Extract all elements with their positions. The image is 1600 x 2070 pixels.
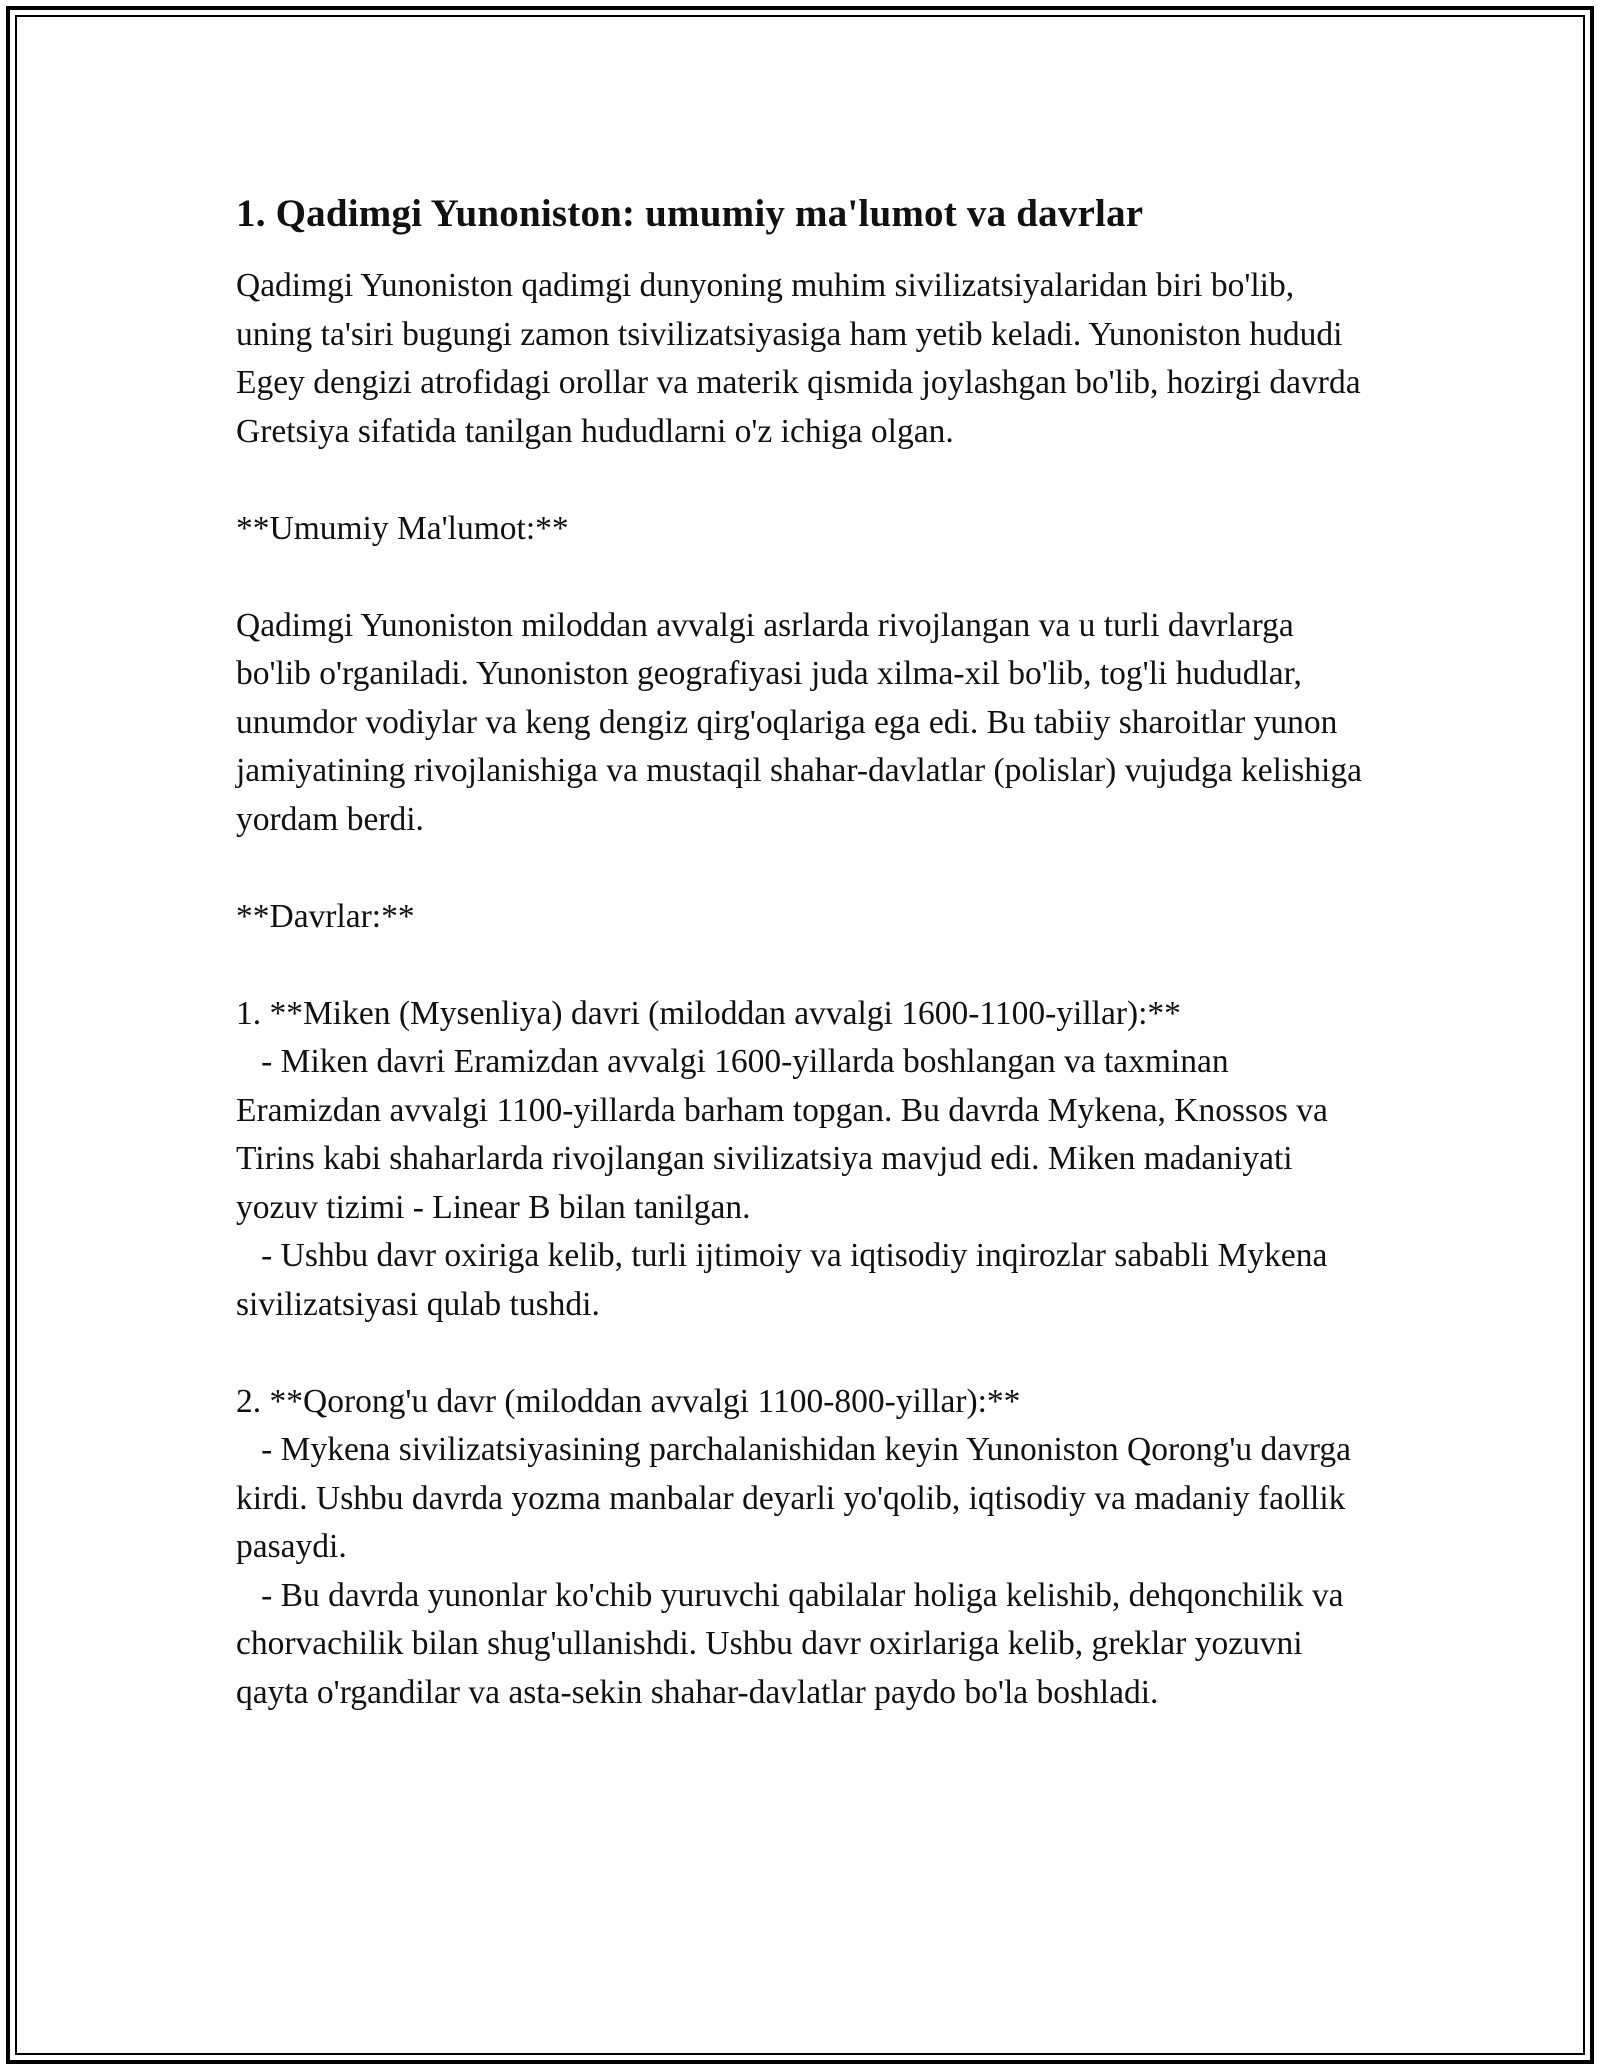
document-body (236, 186, 1371, 1717)
paragraph-gap (236, 1329, 1366, 1378)
period-heading-miken: 1. **Miken (Mysenliya) davri (miloddan avvalgi 1600-1100-yillar):** (236, 994, 1181, 1032)
period-point: - Miken davri Eramizdan avvalgi 1600-yillarda boshlangan va taxminan Eramizdan avvalgi 1100-yillarda barham topgan. Bu davrda Mykena, Knossos va Tirins kabi shaharlarda rivojlangan sivilizatsiya mavjud edi. Miken madaniyati yozuv tizimi - Linear B bilan tanilgan. (236, 1043, 1336, 1226)
paragraph-gap (236, 456, 1366, 505)
period-point: - Bu davrda yunonlar ko'chib yuruvchi qabilalar holiga kelishib, dehqonchilik va chorvachilik bilan shug'ullanishdi. Ushbu davr oxirlariga kelib, greklar yozuvni qayta o'rgandilar va asta-sekin shahar-davlatlar paydo bo'la boshladi. (236, 1576, 1352, 1711)
periods-heading: **Davrlar:** (236, 897, 415, 935)
period-point: - Mykena sivilizatsiyasining parchalanishidan keyin Yunoniston Qorong'u davrga kirdi. Ushbu davrda yozma manbalar deyarli yo'qolib, iqtisodiy va madaniy faollik pasaydi. (236, 1431, 1360, 1565)
intro-paragraph: Qadimgi Yunoniston qadimgi dunyoning muhim sivilizatsiyalaridan biri bo'lib, uning ta'siri bugungi zamon tsivilizatsiyasiga ham yetib keladi. Yunoniston hududi Egey dengizi atrofidagi orollar va materik qismida joylashgan bo'lib, hozirgi davrda Gretsiya sifatida tanilgan hududlarni o'z ichiga olgan. (236, 267, 1369, 450)
period-heading-dark-age: 2. **Qorong'u davr (miloddan avvalgi 1100-800-yillar):** (236, 1382, 1021, 1420)
paragraph-gap (236, 553, 1366, 602)
general-paragraph: Qadimgi Yunoniston miloddan avvalgi asrlarda rivojlangan va u turli davrlarga bo'lib o'rganiladi. Yunoniston geografiyasi juda xilma-xil bo'lib, tog'li hududlar, unumdor vodiylar va keng dengiz qirg'oqlariga ega edi. Bu tabiiy sharoitlar yunon jamiyatining rivojlanishiga va mustaqil shahar-davlatlar (polislar) vujudga kelishiga yordam berdi. (236, 606, 1371, 838)
paragraph-gap (236, 844, 1366, 893)
document-title: 1. Qadimgi Yunoniston: umumiy ma'lumot va davrlar (236, 192, 1144, 235)
period-point: - Ushbu davr oxiriga kelib, turli ijtimoiy va iqtisodiy inqirozlar sababli Mykena sivilizatsiyasi qulab tushdi. (236, 1237, 1336, 1323)
paragraph-gap (236, 941, 1366, 990)
general-heading: **Umumiy Ma'lumot:** (236, 509, 569, 547)
